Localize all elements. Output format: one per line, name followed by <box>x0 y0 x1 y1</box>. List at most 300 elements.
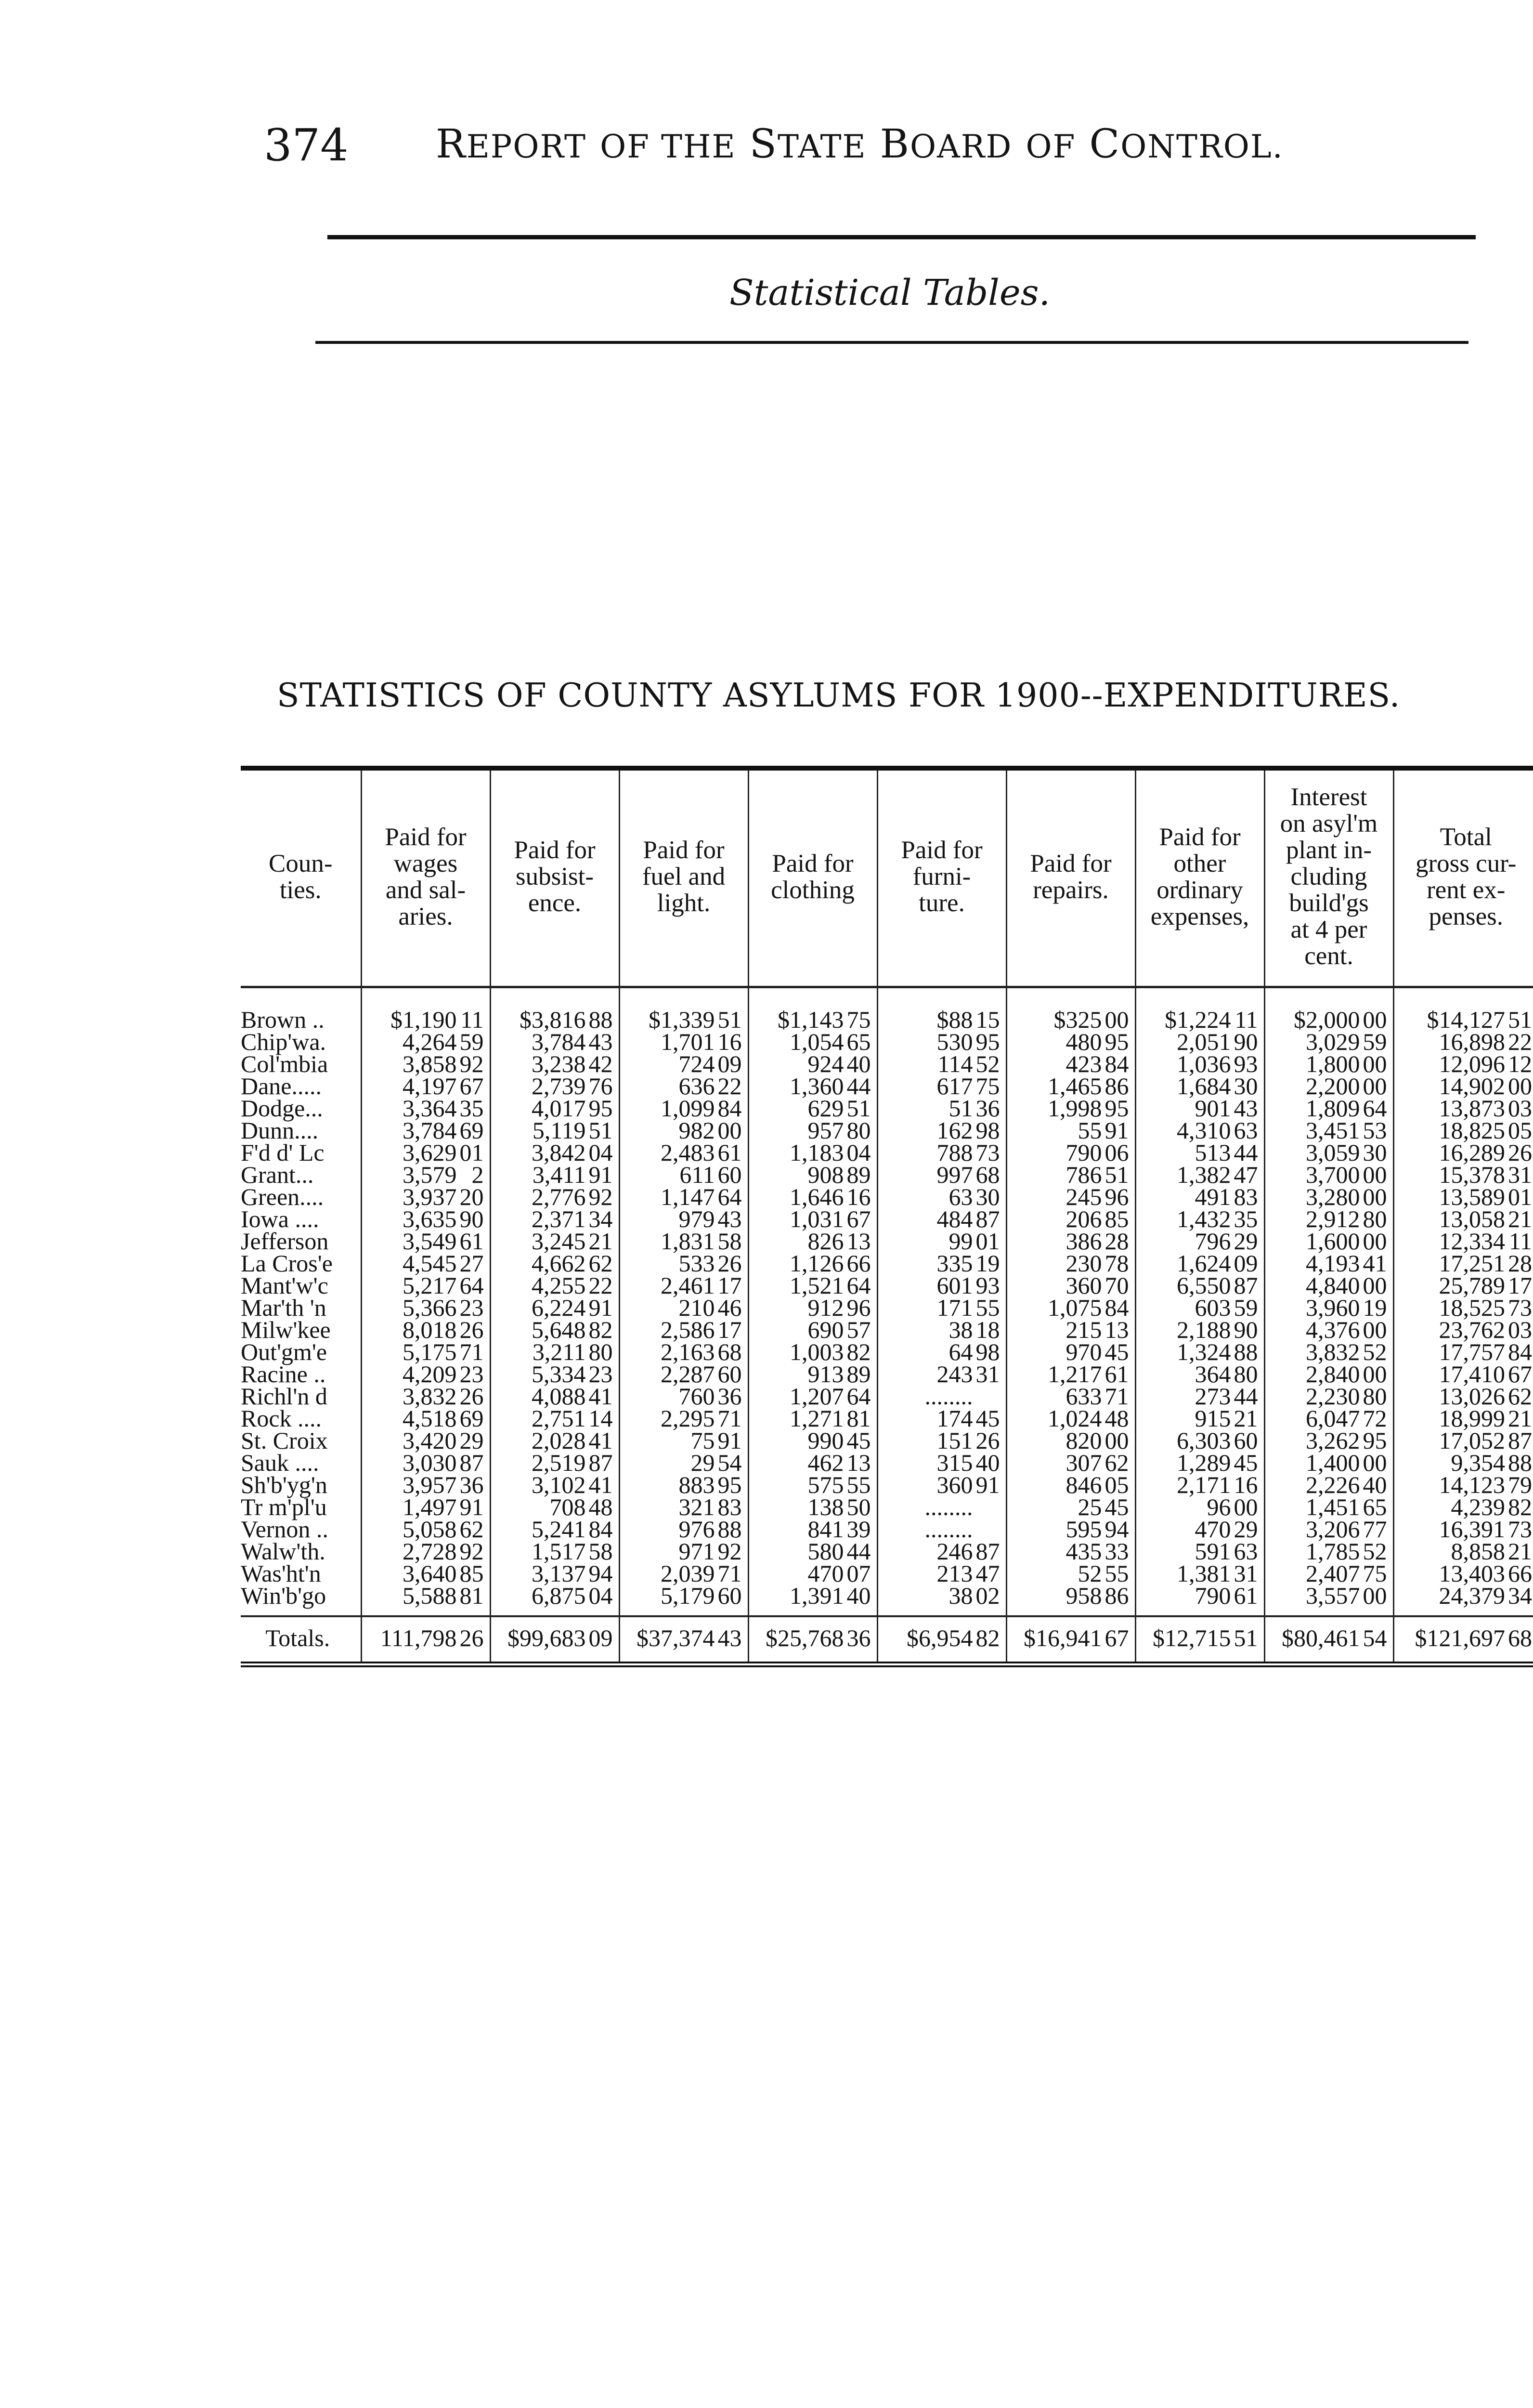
amount-cents: 17 <box>717 1272 742 1299</box>
amount-dollars: 13,403 <box>1439 1560 1505 1587</box>
amount-cell <box>619 1205 748 1232</box>
amount-cents: 26 <box>717 1250 742 1277</box>
county-name: Chip'wa. <box>241 1028 326 1055</box>
amount-cents: 42 <box>588 1050 613 1077</box>
amount-dollars: 533 <box>678 1250 715 1277</box>
amount-cents: 09 <box>588 1624 613 1651</box>
amount-cents: 41 <box>588 1383 613 1410</box>
amount-dollars: 976 <box>678 1516 715 1543</box>
amount-cents: 09 <box>1234 1250 1258 1277</box>
amount-cell <box>619 1560 748 1587</box>
amount-cell <box>490 1449 619 1476</box>
amount-dollars: 788 <box>936 1139 973 1166</box>
amount-cents: 36 <box>975 1095 1000 1122</box>
amount-cell <box>619 1616 748 1664</box>
amount-cents: 62 <box>1508 1383 1532 1410</box>
amount-dollars: 4,193 <box>1306 1250 1360 1277</box>
amount-cents: 70 <box>1104 1272 1129 1299</box>
amount-dollars: $121,697 <box>1415 1624 1505 1651</box>
amount-cell <box>1006 1117 1135 1144</box>
amount-cell <box>1393 1095 1533 1122</box>
amount-cell <box>361 1183 490 1210</box>
running-head-word: CONTROL. <box>1089 121 1284 167</box>
amount-dollars: ........ <box>924 1383 973 1410</box>
amount-dollars: 2,171 <box>1177 1471 1231 1498</box>
amount-dollars: 1,217 <box>1048 1361 1102 1387</box>
amount-dollars: 3,960 <box>1306 1294 1360 1321</box>
amount-cell <box>619 1584 748 1616</box>
amount-dollars: 3,137 <box>532 1560 586 1587</box>
amount-cell <box>1393 1183 1533 1210</box>
amount-cell <box>1006 1363 1135 1385</box>
county-name: Col'mbia <box>241 1050 328 1077</box>
amount-dollars: 2,728 <box>403 1538 457 1565</box>
amount-cell <box>1006 1493 1135 1520</box>
amount-cents: 87 <box>1234 1272 1258 1299</box>
amount-cell <box>1393 1429 1533 1452</box>
amount-cell <box>1006 1316 1135 1343</box>
amount-cents: 45 <box>846 1427 871 1454</box>
column-header: Paid for repairs. <box>1006 768 1135 987</box>
amount-dollars: 174 <box>936 1405 973 1432</box>
amount-cell <box>490 1405 619 1432</box>
amount-cell <box>619 1141 748 1164</box>
amount-cell <box>490 1516 619 1543</box>
county-name: Tr m'pl'u <box>241 1493 327 1520</box>
amount-cell <box>1393 1516 1533 1543</box>
amount-cents: 09 <box>717 1050 742 1077</box>
amount-dollars: 23,762 <box>1439 1316 1505 1343</box>
amount-cents: 95 <box>1104 1095 1129 1122</box>
amount-dollars: 29 <box>690 1449 715 1476</box>
amount-cell <box>748 1538 877 1565</box>
amount-dollars: 17,251 <box>1439 1250 1505 1277</box>
amount-cell <box>619 1117 748 1144</box>
amount-cents: 68 <box>1508 1624 1532 1651</box>
amount-cell <box>877 1050 1006 1077</box>
amount-cents: 03 <box>1508 1316 1532 1343</box>
amount-cell <box>748 1205 877 1232</box>
amount-cell <box>361 1338 490 1365</box>
amount-cell <box>490 1272 619 1299</box>
amount-cell <box>877 1028 1006 1055</box>
amount-dollars: 3,059 <box>1306 1139 1360 1166</box>
amount-cents: 84 <box>1104 1050 1129 1077</box>
amount-dollars: $1,143 <box>778 1006 844 1033</box>
amount-dollars: 14,902 <box>1439 1073 1505 1099</box>
amount-cell <box>877 1141 1006 1164</box>
amount-dollars: 480 <box>1065 1028 1102 1055</box>
column-header-row <box>241 768 1533 987</box>
amount-cents: 72 <box>1363 1405 1387 1432</box>
running-head-word: OF <box>1026 128 1076 165</box>
amount-dollars: 979 <box>678 1205 715 1232</box>
amount-cell <box>490 1228 619 1255</box>
amount-cell <box>1006 1560 1135 1587</box>
amount-cents: 82 <box>846 1338 871 1365</box>
amount-cents: 84 <box>588 1516 613 1543</box>
amount-cell <box>1393 1117 1533 1144</box>
amount-cell <box>619 1405 748 1432</box>
amount-cell <box>1135 1117 1264 1144</box>
amount-dollars: 3,842 <box>532 1139 586 1166</box>
amount-dollars: 3,029 <box>1306 1028 1360 1055</box>
amount-dollars: 1,998 <box>1048 1095 1102 1122</box>
amount-dollars: 16,391 <box>1439 1516 1505 1543</box>
amount-dollars: 3,102 <box>532 1471 586 1498</box>
amount-cents: 05 <box>1104 1471 1129 1498</box>
amount-dollars: 470 <box>807 1560 844 1587</box>
amount-cents: 07 <box>846 1560 871 1587</box>
amount-cents: 67 <box>1508 1361 1532 1387</box>
amount-cents: 52 <box>1363 1338 1387 1365</box>
amount-cents: 36 <box>846 1624 871 1651</box>
amount-cell <box>1006 1205 1135 1232</box>
amount-cents: 15 <box>975 1006 1000 1033</box>
amount-cell <box>1264 1429 1393 1452</box>
amount-cell <box>490 1250 619 1277</box>
amount-cents: 2 <box>471 1161 484 1188</box>
table-row <box>241 1496 1533 1518</box>
amount-dollars: 3,557 <box>1306 1582 1360 1609</box>
amount-cents: 68 <box>975 1161 1000 1188</box>
amount-dollars: $1,224 <box>1165 1006 1231 1033</box>
amount-cents: 11 <box>460 1006 484 1033</box>
amount-cents: 90 <box>1234 1316 1258 1343</box>
amount-dollars: 5,366 <box>403 1294 457 1321</box>
amount-cents: 30 <box>1234 1073 1258 1099</box>
amount-cell <box>1006 1516 1135 1543</box>
amount-cents: 41 <box>588 1471 613 1498</box>
amount-cell <box>1393 1075 1533 1097</box>
amount-cell <box>361 1228 490 1255</box>
amount-cents: 43 <box>717 1205 742 1232</box>
amount-cell <box>1264 1050 1393 1077</box>
amount-dollars: 3,245 <box>532 1228 586 1255</box>
amount-cents: 76 <box>588 1073 613 1099</box>
column-header: Paid for other ordinary expenses, <box>1135 768 1264 987</box>
amount-cents: 80 <box>1234 1361 1258 1387</box>
amount-dollars: 12,334 <box>1439 1228 1505 1255</box>
table-row <box>241 1031 1533 1053</box>
amount-cents: 92 <box>459 1050 484 1077</box>
amount-cell <box>1264 1471 1393 1498</box>
amount-dollars: 4,545 <box>403 1250 457 1277</box>
amount-dollars: 2,230 <box>1306 1383 1360 1410</box>
amount-dollars: 3,784 <box>403 1117 457 1144</box>
amount-cell <box>1135 1141 1264 1164</box>
amount-cell <box>361 1050 490 1077</box>
county-name: Out'gm'e <box>241 1338 327 1365</box>
table-row <box>241 1119 1533 1141</box>
amount-cell <box>748 1560 877 1587</box>
amount-cents: 50 <box>846 1493 871 1520</box>
amount-cell <box>1264 1141 1393 1164</box>
amount-cents: 51 <box>846 1095 871 1122</box>
amount-cell <box>1135 1095 1264 1122</box>
amount-cell <box>361 1449 490 1476</box>
county-name: F'd d' Lc <box>241 1139 325 1166</box>
amount-cents: 64 <box>846 1272 871 1299</box>
amount-cell <box>1264 1405 1393 1432</box>
county-name: Dodge... <box>241 1095 323 1122</box>
amount-cents: 98 <box>975 1338 1000 1365</box>
amount-dollars: 4,088 <box>532 1383 586 1410</box>
amount-dollars: 601 <box>936 1272 973 1299</box>
amount-cents: 93 <box>975 1272 1000 1299</box>
amount-cell <box>1264 1363 1393 1385</box>
amount-cell <box>361 1117 490 1144</box>
amount-cents: 51 <box>588 1117 613 1144</box>
county-name: Dane..... <box>241 1073 322 1099</box>
amount-dollars: 151 <box>936 1427 973 1454</box>
amount-cell <box>1393 1141 1533 1164</box>
amount-dollars: $37,374 <box>637 1624 715 1651</box>
expenditures-table <box>241 766 1533 1667</box>
amount-dollars: 215 <box>1065 1316 1102 1343</box>
amount-dollars: 611 <box>679 1161 715 1188</box>
amount-cell <box>1006 1250 1135 1277</box>
amount-cents: 81 <box>846 1405 871 1432</box>
amount-cents: 58 <box>588 1538 613 1565</box>
table-row <box>241 1562 1533 1584</box>
amount-cents: 00 <box>1363 1449 1387 1476</box>
amount-cents: 05 <box>1508 1117 1532 1144</box>
amount-cell <box>490 1471 619 1498</box>
amount-dollars: 3,451 <box>1306 1117 1360 1144</box>
amount-cents: 04 <box>588 1582 613 1609</box>
amount-dollars: 1,099 <box>661 1095 715 1122</box>
amount-cents: 00 <box>717 1117 742 1144</box>
amount-dollars: 1,031 <box>790 1205 844 1232</box>
amount-cell <box>1393 1050 1533 1077</box>
amount-dollars: 17,757 <box>1439 1338 1505 1365</box>
amount-cents: 65 <box>1363 1493 1387 1520</box>
amount-cents: 78 <box>1104 1250 1129 1277</box>
amount-cents: 79 <box>1508 1471 1532 1498</box>
amount-cell <box>361 1516 490 1543</box>
amount-cents: 36 <box>717 1383 742 1410</box>
amount-cents: 68 <box>717 1338 742 1365</box>
amount-dollars: 335 <box>936 1250 973 1277</box>
amount-dollars: 470 <box>1195 1516 1231 1543</box>
amount-dollars: 636 <box>678 1073 715 1099</box>
amount-dollars: 1,054 <box>790 1028 844 1055</box>
amount-cell <box>1006 1272 1135 1299</box>
amount-cents: 51 <box>717 1006 742 1033</box>
amount-dollars: 423 <box>1065 1050 1102 1077</box>
amount-dollars: 901 <box>1195 1095 1231 1122</box>
amount-dollars: 1,003 <box>790 1338 844 1365</box>
amount-cell <box>619 1272 748 1299</box>
amount-cents: 67 <box>846 1205 871 1232</box>
amount-cents: 95 <box>1104 1028 1129 1055</box>
amount-cents: 61 <box>717 1139 742 1166</box>
table-row <box>241 1407 1533 1429</box>
amount-dollars: 246 <box>936 1538 973 1565</box>
amount-cents: 00 <box>1363 1006 1387 1033</box>
amount-cell <box>748 1471 877 1498</box>
amount-cents: 18 <box>975 1316 1000 1343</box>
amount-cell <box>361 1272 490 1299</box>
amount-cents: 51 <box>1104 1161 1129 1188</box>
amount-dollars: 2,586 <box>661 1316 715 1343</box>
amount-cents: 11 <box>1508 1228 1532 1255</box>
amount-cents: 19 <box>1363 1294 1387 1321</box>
amount-dollars: 99 <box>948 1228 973 1255</box>
amount-cents: 31 <box>1234 1560 1258 1587</box>
amount-cell <box>1006 1584 1135 1616</box>
amount-cents: 16 <box>717 1028 742 1055</box>
amount-cell <box>619 1228 748 1255</box>
amount-cents: 43 <box>717 1624 742 1651</box>
amount-dollars: 38 <box>948 1316 973 1343</box>
amount-cents: 59 <box>459 1028 484 1055</box>
amount-cents: 26 <box>975 1427 1000 1454</box>
amount-dollars: 790 <box>1195 1582 1231 1609</box>
amount-cell <box>619 1028 748 1055</box>
amount-cents: 00 <box>1104 1006 1129 1033</box>
amount-dollars: $14,127 <box>1427 1006 1505 1033</box>
table-row <box>241 1474 1533 1496</box>
amount-dollars: 3,420 <box>403 1427 457 1454</box>
totals-section <box>241 1616 1533 1664</box>
amount-cell <box>1393 1405 1533 1432</box>
amount-cell <box>877 1383 1006 1410</box>
section-title: Statistical Tables. <box>729 272 1051 314</box>
amount-cell <box>877 1272 1006 1299</box>
amount-cell <box>361 1616 490 1664</box>
amount-cell <box>1264 1228 1393 1255</box>
county-name: Sh'b'yg'n <box>241 1471 327 1498</box>
amount-dollars: 580 <box>807 1538 844 1565</box>
amount-cell <box>1006 1338 1135 1365</box>
amount-cell <box>490 1560 619 1587</box>
amount-cents: 80 <box>846 1117 871 1144</box>
amount-dollars: 760 <box>678 1383 715 1410</box>
amount-dollars: 1,324 <box>1177 1338 1231 1365</box>
amount-dollars: $88 <box>936 1006 973 1033</box>
amount-cell <box>619 1363 748 1385</box>
page-number: 374 <box>264 119 349 171</box>
amount-dollars: 18,999 <box>1439 1405 1505 1432</box>
amount-dollars: 13,058 <box>1439 1205 1505 1232</box>
amount-dollars: 4,662 <box>532 1250 586 1277</box>
amount-cents: 84 <box>717 1095 742 1122</box>
amount-cents: 39 <box>846 1516 871 1543</box>
amount-cents: 00 <box>1363 1582 1387 1609</box>
amount-dollars: 4,840 <box>1306 1272 1360 1299</box>
amount-cell <box>748 1616 877 1664</box>
amount-dollars: 491 <box>1195 1183 1231 1210</box>
amount-dollars: $325 <box>1053 1006 1102 1033</box>
amount-cents: 23 <box>588 1361 613 1387</box>
amount-cell <box>1006 1050 1135 1077</box>
amount-dollars: 111,798 <box>380 1624 457 1651</box>
amount-cents: 54 <box>1363 1624 1387 1651</box>
amount-cell <box>361 1560 490 1587</box>
amount-cell <box>1006 1405 1135 1432</box>
amount-dollars: 3,211 <box>532 1338 586 1365</box>
amount-cell <box>1006 1471 1135 1498</box>
table-row <box>241 1452 1533 1474</box>
amount-cents: 91 <box>588 1161 613 1188</box>
amount-cents: 02 <box>975 1582 1000 1609</box>
amount-dollars: 315 <box>936 1449 973 1476</box>
amount-cell <box>1135 1471 1264 1498</box>
amount-cents: 21 <box>588 1228 613 1255</box>
amount-cents: 86 <box>1104 1073 1129 1099</box>
amount-cell <box>748 1383 877 1410</box>
amount-cents: 59 <box>1234 1294 1258 1321</box>
amount-dollars: 114 <box>937 1050 973 1077</box>
amount-cents: 88 <box>1234 1338 1258 1365</box>
amount-cell <box>490 1095 619 1122</box>
amount-cell <box>619 1383 748 1410</box>
amount-dollars: 25,789 <box>1439 1272 1505 1299</box>
amount-cents: 84 <box>1104 1294 1129 1321</box>
amount-cell <box>1393 1383 1533 1410</box>
amount-dollars: 595 <box>1065 1516 1102 1543</box>
amount-cell <box>748 1028 877 1055</box>
county-name: Sauk .... <box>241 1449 319 1476</box>
amount-cents: 04 <box>588 1139 613 1166</box>
amount-cell <box>748 1493 877 1520</box>
amount-cell <box>1135 1383 1264 1410</box>
amount-cents: 84 <box>1508 1338 1532 1365</box>
amount-cents: 92 <box>459 1538 484 1565</box>
amount-cents: 40 <box>975 1449 1000 1476</box>
amount-dollars: ........ <box>924 1493 973 1520</box>
amount-dollars: 2,519 <box>532 1449 586 1476</box>
amount-dollars: 591 <box>1195 1538 1231 1565</box>
amount-cell <box>1393 1250 1533 1277</box>
amount-dollars: 1,075 <box>1048 1294 1102 1321</box>
amount-cents: 19 <box>975 1250 1000 1277</box>
table-row <box>241 1208 1533 1230</box>
amount-dollars: 3,262 <box>1306 1427 1360 1454</box>
table-row <box>241 1319 1533 1341</box>
amount-cell <box>748 1272 877 1299</box>
amount-cents: 96 <box>1104 1183 1129 1210</box>
amount-cell <box>619 1183 748 1210</box>
amount-dollars: 982 <box>678 1117 715 1144</box>
amount-cell <box>361 1075 490 1097</box>
amount-dollars: 16,289 <box>1439 1139 1505 1166</box>
amount-cents: 14 <box>588 1405 613 1432</box>
amount-cell <box>1393 1316 1533 1343</box>
table-row <box>241 1296 1533 1319</box>
amount-cell <box>877 1205 1006 1232</box>
amount-cell <box>1006 1538 1135 1565</box>
amount-cents: 61 <box>1104 1361 1129 1387</box>
amount-cents: 00 <box>1363 1161 1387 1188</box>
amount-cell <box>877 1117 1006 1144</box>
amount-cell <box>1135 1316 1264 1343</box>
amount-dollars: 1,785 <box>1306 1538 1360 1565</box>
amount-dollars: 3,635 <box>403 1205 457 1232</box>
amount-cents: 82 <box>975 1624 1000 1651</box>
amount-cents: 21 <box>1508 1538 1532 1565</box>
amount-cell <box>490 1050 619 1077</box>
amount-cell <box>748 1141 877 1164</box>
amount-cents: 71 <box>1104 1383 1129 1410</box>
amount-dollars: 796 <box>1195 1228 1231 1255</box>
column-header: Paid for wages and sal- aries. <box>361 768 490 987</box>
amount-dollars: 1,600 <box>1306 1228 1360 1255</box>
amount-cents: 06 <box>1104 1139 1129 1166</box>
amount-cell <box>1264 1117 1393 1144</box>
